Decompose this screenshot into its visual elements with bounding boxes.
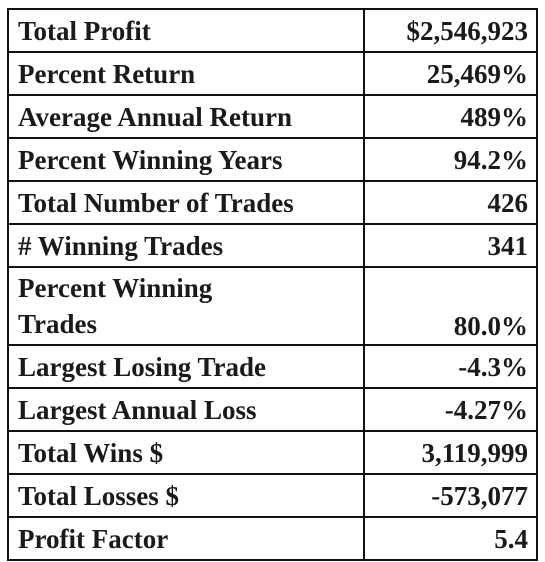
trading-stats-table bbox=[7, 8, 538, 561]
stat-value: 341 bbox=[364, 224, 537, 267]
table-row bbox=[8, 224, 537, 267]
table-row bbox=[8, 474, 537, 517]
table-row bbox=[8, 267, 537, 345]
stat-label: Total Wins $ bbox=[8, 431, 364, 474]
stat-label: Percent Winning Years bbox=[8, 138, 364, 181]
stat-value: 3,119,999 bbox=[364, 431, 537, 474]
stat-value: 94.2% bbox=[364, 138, 537, 181]
stat-value: 80.0% bbox=[364, 267, 537, 345]
table-row bbox=[8, 9, 537, 52]
stat-label: Percent Return bbox=[8, 52, 364, 95]
table-row bbox=[8, 138, 537, 181]
table-row bbox=[8, 517, 537, 560]
table-row bbox=[8, 388, 537, 431]
stat-value: 489% bbox=[364, 95, 537, 138]
stat-label: Total Losses $ bbox=[8, 474, 364, 517]
stat-value: $2,546,923 bbox=[364, 9, 537, 52]
stat-label: Largest Losing Trade bbox=[8, 345, 364, 388]
stat-label: Largest Annual Loss bbox=[8, 388, 364, 431]
stat-label: Total Profit bbox=[8, 9, 364, 52]
table-row bbox=[8, 95, 537, 138]
stat-value: 5.4 bbox=[364, 517, 537, 560]
stat-value: -4.27% bbox=[364, 388, 537, 431]
stat-label-line-1: Percent Winning bbox=[18, 273, 213, 303]
stat-label: # Winning Trades bbox=[8, 224, 364, 267]
stat-value: 426 bbox=[364, 181, 537, 224]
stat-value: -573,077 bbox=[364, 474, 537, 517]
stat-label bbox=[8, 267, 364, 345]
table-row bbox=[8, 345, 537, 388]
stat-value: -4.3% bbox=[364, 345, 537, 388]
table-row bbox=[8, 52, 537, 95]
stat-label: Average Annual Return bbox=[8, 95, 364, 138]
stat-value: 25,469% bbox=[364, 52, 537, 95]
table-row bbox=[8, 181, 537, 224]
stat-label-line-2: Trades bbox=[18, 309, 97, 339]
stat-label: Profit Factor bbox=[8, 517, 364, 560]
table-row bbox=[8, 431, 537, 474]
stat-label: Total Number of Trades bbox=[8, 181, 364, 224]
